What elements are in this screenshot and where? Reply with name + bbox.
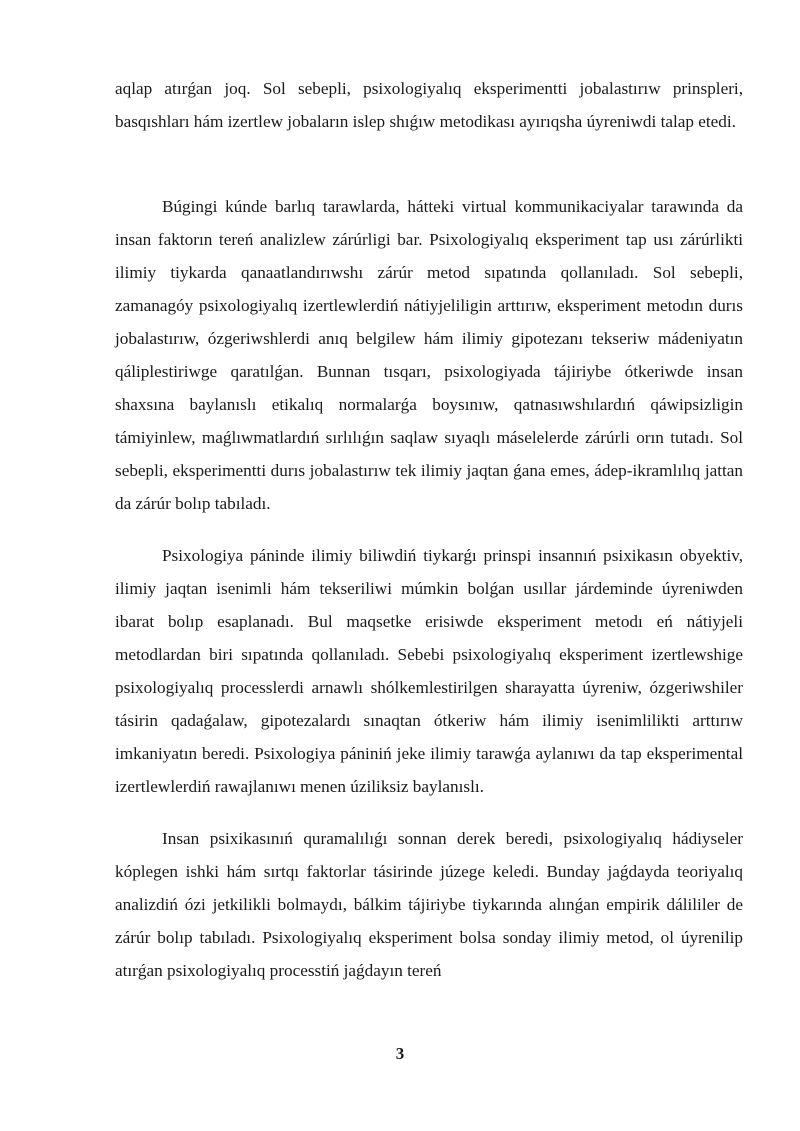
paragraph-continuation: aqlap atırǵan joq. Sol sebepli, psixologiyalıq eksperimentti jobalastırıw prinspleri, basqıshları hám izertlew jobaların islep shıǵıw metodikası ayırıqsha úyreniwdi talap etedi. [115, 79, 743, 131]
page-number: 3 [395, 1044, 405, 1063]
document-page [115, 72, 743, 987]
paragraph: Psixologiya páninde ilimiy biliwdiń tiykarǵı prinspi insannıń psixikasın obyektiv, ilimiy jaqtan isenimli hám tekseriliwi múmkin bolǵan usıllar járdeminde úyreniwden ibarat bolıp esaplanadı. Bul maqsetke erisiwde eksperiment metodı eń nátiyjeli metodlardan biri sıpatında qollanıladı. Sebebi psixologiyalıq eksperiment izertlewshige psixologiyalıq processlerdi arnawlı shólkemlestirilgen sharayatta úyreniw, ózgeriwshiler tásirin qadaǵalaw, gipotezalardı sınaqtan ótkeriw hám ilimiy isenimlilikti arttırıw imkaniyatın beredi. Psixologiya pániniń jeke ilimiy tarawǵa aylanıwı da tap eksperimental izertlewlerdiń rawajlanıwı menen úziliksiz baylanıslı. [115, 546, 743, 796]
paragraph: Insan psixikasınıń quramalılıǵı sonnan derek beredi, psixologiyalıq hádiyseler kóplegen ishki hám sırtqı faktorlar tásirinde júzege keledi. Bunday jaǵdayda teoriyalıq analizdiń ózi jetkilikli bolmaydı, bálkim tájiriybe tiykarında alınǵan empirik dálililer de zárúr bolıp tabıladı. Psixologiyalıq eksperiment bolsa sonday ilimiy metod, ol úyrenilip atırǵan psixologiyalıq processtiń jaǵdayın tereń [115, 829, 743, 980]
paragraph: Búgingi kúnde barlıq tarawlarda, hátteki virtual kommunikaciyalar tarawında da insan faktorın tereń analizlew zárúrligi bar. Psixologiyalıq eksperiment tap usı zárúrlikti ilimiy tiykarda qanaatlandırıwshı zárúr metod sıpatında qollanıladı. Sol sebepli, zamanagóy psixologiyalıq izertlewlerdiń nátiyjeliligin arttırıw, eksperiment metodın durıs jobalastırıw, ózgeriwshlerdi anıq belgilew hám ilimiy gipotezanı tekseriw mádeniyatın qáliplestiriwge qaratılǵan. Bunnan tısqarı, psixologiyada tájiriybe ótkeriwde insan shaxsına baylanıslı etikalıq normalarǵa boysınıw, qatnasıwshılardıń qáwipsizligin támiyinlew, maǵlıwmatlardıń sırlılıǵın saqlaw sıyaqlı máselelerde zárúrli orın tutadı. Sol sebepli, eksperimentti durıs jobalastırıw tek ilimiy jaqtan ǵana emes, ádep-ikramlılıq jattan da zárúr bolıp tabıladı. [115, 197, 743, 513]
